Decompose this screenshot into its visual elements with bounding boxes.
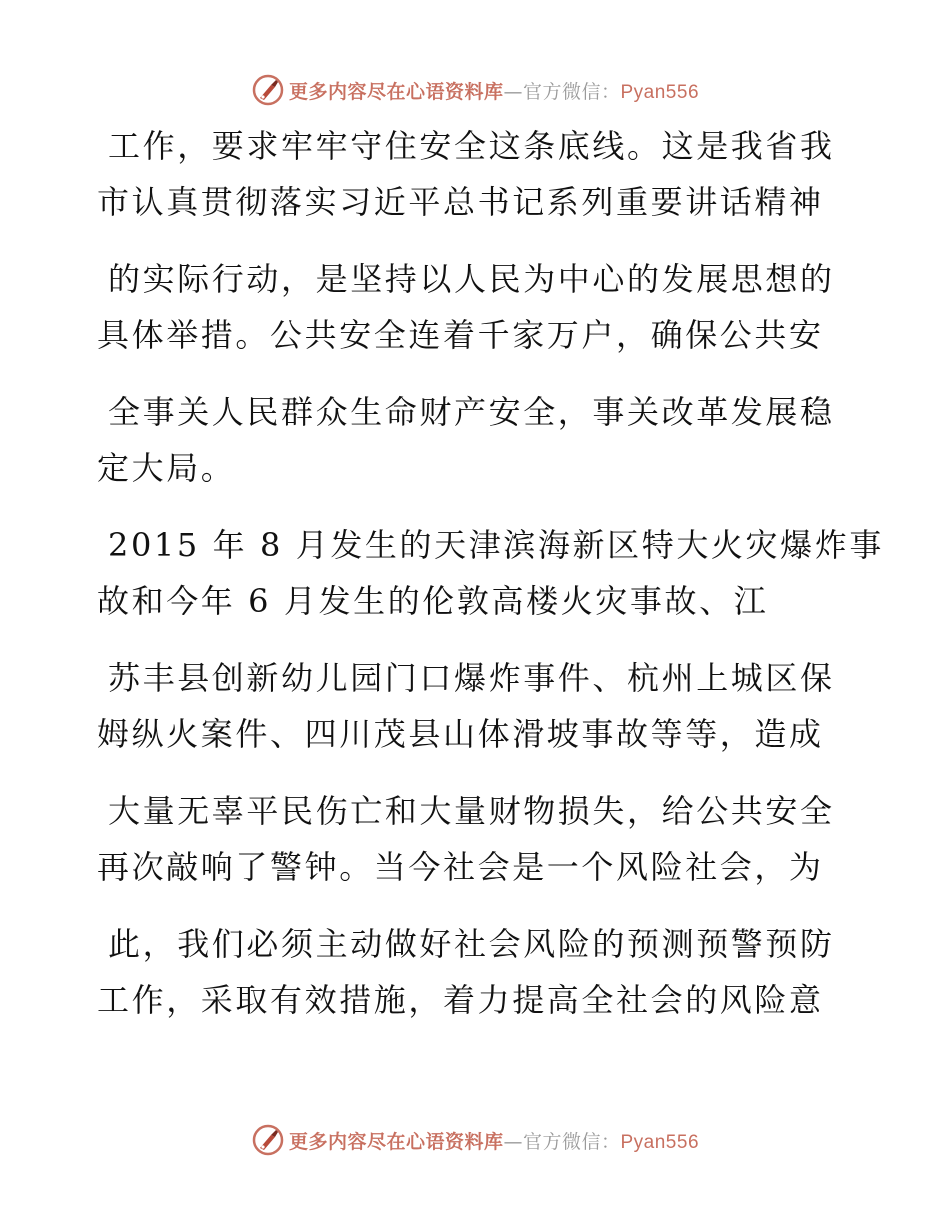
pen-nib-logo-icon: [251, 1123, 285, 1157]
body-line-4: 具体举措。公共安全连着千家万户，确保公共安: [97, 316, 824, 354]
header-site-text: 更多内容尽在心语资料库: [288, 80, 504, 103]
body-line-3: 的实际行动，是坚持以人民为中心的发展思想的: [108, 260, 835, 298]
body-line-10: 姆纵火案件、四川茂县山体滑坡事故等等，造成: [97, 715, 824, 753]
body-line-1: 工作，要求牢牢守住安全这条底线。这是我省我: [108, 127, 835, 165]
body-line-5: 全事关人民群众生命财产安全，事关改革发展稳: [108, 393, 835, 431]
body-line-2: 市认真贯彻落实习近平总书记系列重要讲话精神: [97, 183, 824, 221]
footer-watermark-text: [289, 1127, 699, 1154]
body-line-6: 定大局。: [97, 449, 236, 487]
body-line-14: 工作，采取有效措施，着力提高全社会的风险意: [97, 981, 824, 1019]
body-line-13: 此，我们必须主动做好社会风险的预测预警预防: [108, 925, 835, 963]
footer-wechat-label: 官方微信：: [522, 1130, 621, 1153]
footer-watermark-banner: [0, 1120, 950, 1160]
footer-dash: —: [503, 1130, 523, 1153]
footer-site-text: 更多内容尽在心语资料库: [288, 1130, 504, 1153]
header-wechat-id: Pyan556: [620, 81, 700, 103]
body-line-7: 2015 年 8 月发生的天津滨海新区特大火灾爆炸事: [108, 526, 884, 564]
body-line-11: 大量无辜平民伤亡和大量财物损失，给公共安全: [108, 792, 835, 830]
body-line-12: 再次敲响了警钟。当今社会是一个风险社会，为: [97, 848, 824, 886]
footer-wechat-id: Pyan556: [620, 1131, 700, 1153]
header-dash: —: [503, 80, 523, 103]
body-line-9: 苏丰县创新幼儿园门口爆炸事件、杭州上城区保: [108, 659, 835, 697]
body-line-8: 故和今年 6 月发生的伦敦高楼火灾事故、江: [97, 582, 769, 620]
header-wechat-label: 官方微信：: [522, 80, 621, 103]
